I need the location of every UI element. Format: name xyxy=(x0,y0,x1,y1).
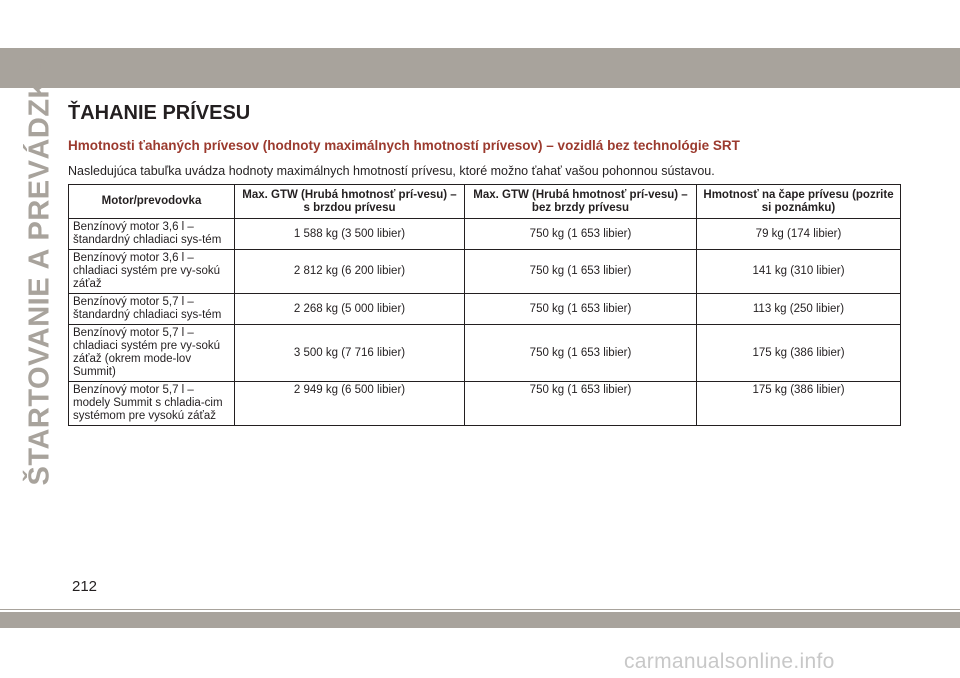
table-row xyxy=(69,219,901,250)
cell-gtw-without-brake: 750 kg (1 653 libier) xyxy=(465,325,697,382)
section-side-tab xyxy=(18,55,62,485)
cell-engine: Benzínový motor 5,7 l – chladiaci systém pre vy-sokú záťaž (okrem mode-lov Summit) xyxy=(69,325,235,382)
cell-engine: Benzínový motor 3,6 l – štandardný chladiaci sys-tém xyxy=(69,219,235,250)
header-band xyxy=(0,48,960,88)
cell-gtw-with-brake: 3 500 kg (7 716 libier) xyxy=(235,325,465,382)
cell-engine: Benzínový motor 3,6 l – chladiaci systém pre vy-sokú záťaž xyxy=(69,250,235,294)
cell-gtw-without-brake: 750 kg (1 653 libier) xyxy=(465,219,697,250)
cell-tongue-weight: 79 kg (174 libier) xyxy=(697,219,901,250)
cell-gtw-with-brake: 2 268 kg (5 000 libier) xyxy=(235,294,465,325)
cell-gtw-without-brake: 750 kg (1 653 libier) xyxy=(465,294,697,325)
table-row xyxy=(69,382,901,426)
cell-tongue-weight: 141 kg (310 libier) xyxy=(697,250,901,294)
towing-weights-table xyxy=(68,184,901,426)
cell-gtw-with-brake: 2 949 kg (6 500 libier) xyxy=(235,382,465,426)
footer-band xyxy=(0,612,960,628)
section-side-tab-label: ŠTARTOVANIE A PREVÁDZKA xyxy=(23,55,56,485)
table-row xyxy=(69,250,901,294)
cell-tongue-weight: 113 kg (250 libier) xyxy=(697,294,901,325)
table-row xyxy=(69,294,901,325)
cell-tongue-weight: 175 kg (386 libier) xyxy=(697,382,901,426)
cell-gtw-without-brake: 750 kg (1 653 libier) xyxy=(465,382,697,426)
header-gtw-without-brake: Max. GTW (Hrubá hmotnosť prí-vesu) – bez brzdy prívesu xyxy=(465,185,697,219)
intro-paragraph: Nasledujúca tabuľka uvádza hodnoty maximálnych hmotností prívesu, ktoré možno ťahať vašou pohonnou sústavou. xyxy=(68,164,715,178)
cell-engine: Benzínový motor 5,7 l – štandardný chladiaci sys-tém xyxy=(69,294,235,325)
cell-gtw-with-brake: 1 588 kg (3 500 libier) xyxy=(235,219,465,250)
site-watermark: carmanualsonline.info xyxy=(624,650,835,673)
page-title: ŤAHANIE PRÍVESU xyxy=(68,102,251,124)
cell-tongue-weight: 175 kg (386 libier) xyxy=(697,325,901,382)
footer-rule xyxy=(0,609,960,610)
cell-engine: Benzínový motor 5,7 l – modely Summit s chladia-cim systémom pre vysokú záťaž xyxy=(69,382,235,426)
cell-gtw-without-brake: 750 kg (1 653 libier) xyxy=(465,250,697,294)
cell-gtw-with-brake: 2 812 kg (6 200 libier) xyxy=(235,250,465,294)
table-row xyxy=(69,325,901,382)
page-number: 212 xyxy=(72,578,98,595)
header-engine: Motor/prevodovka xyxy=(69,185,235,219)
header-gtw-with-brake: Max. GTW (Hrubá hmotnosť prí-vesu) – s brzdou prívesu xyxy=(235,185,465,219)
table-header-row xyxy=(69,185,901,219)
section-subtitle: Hmotnosti ťahaných prívesov (hodnoty maximálnych hmotností prívesov) – vozidlá bez technológie SRT xyxy=(68,138,740,153)
header-tongue-weight: Hmotnosť na čape prívesu (pozrite si poznámku) xyxy=(697,185,901,219)
